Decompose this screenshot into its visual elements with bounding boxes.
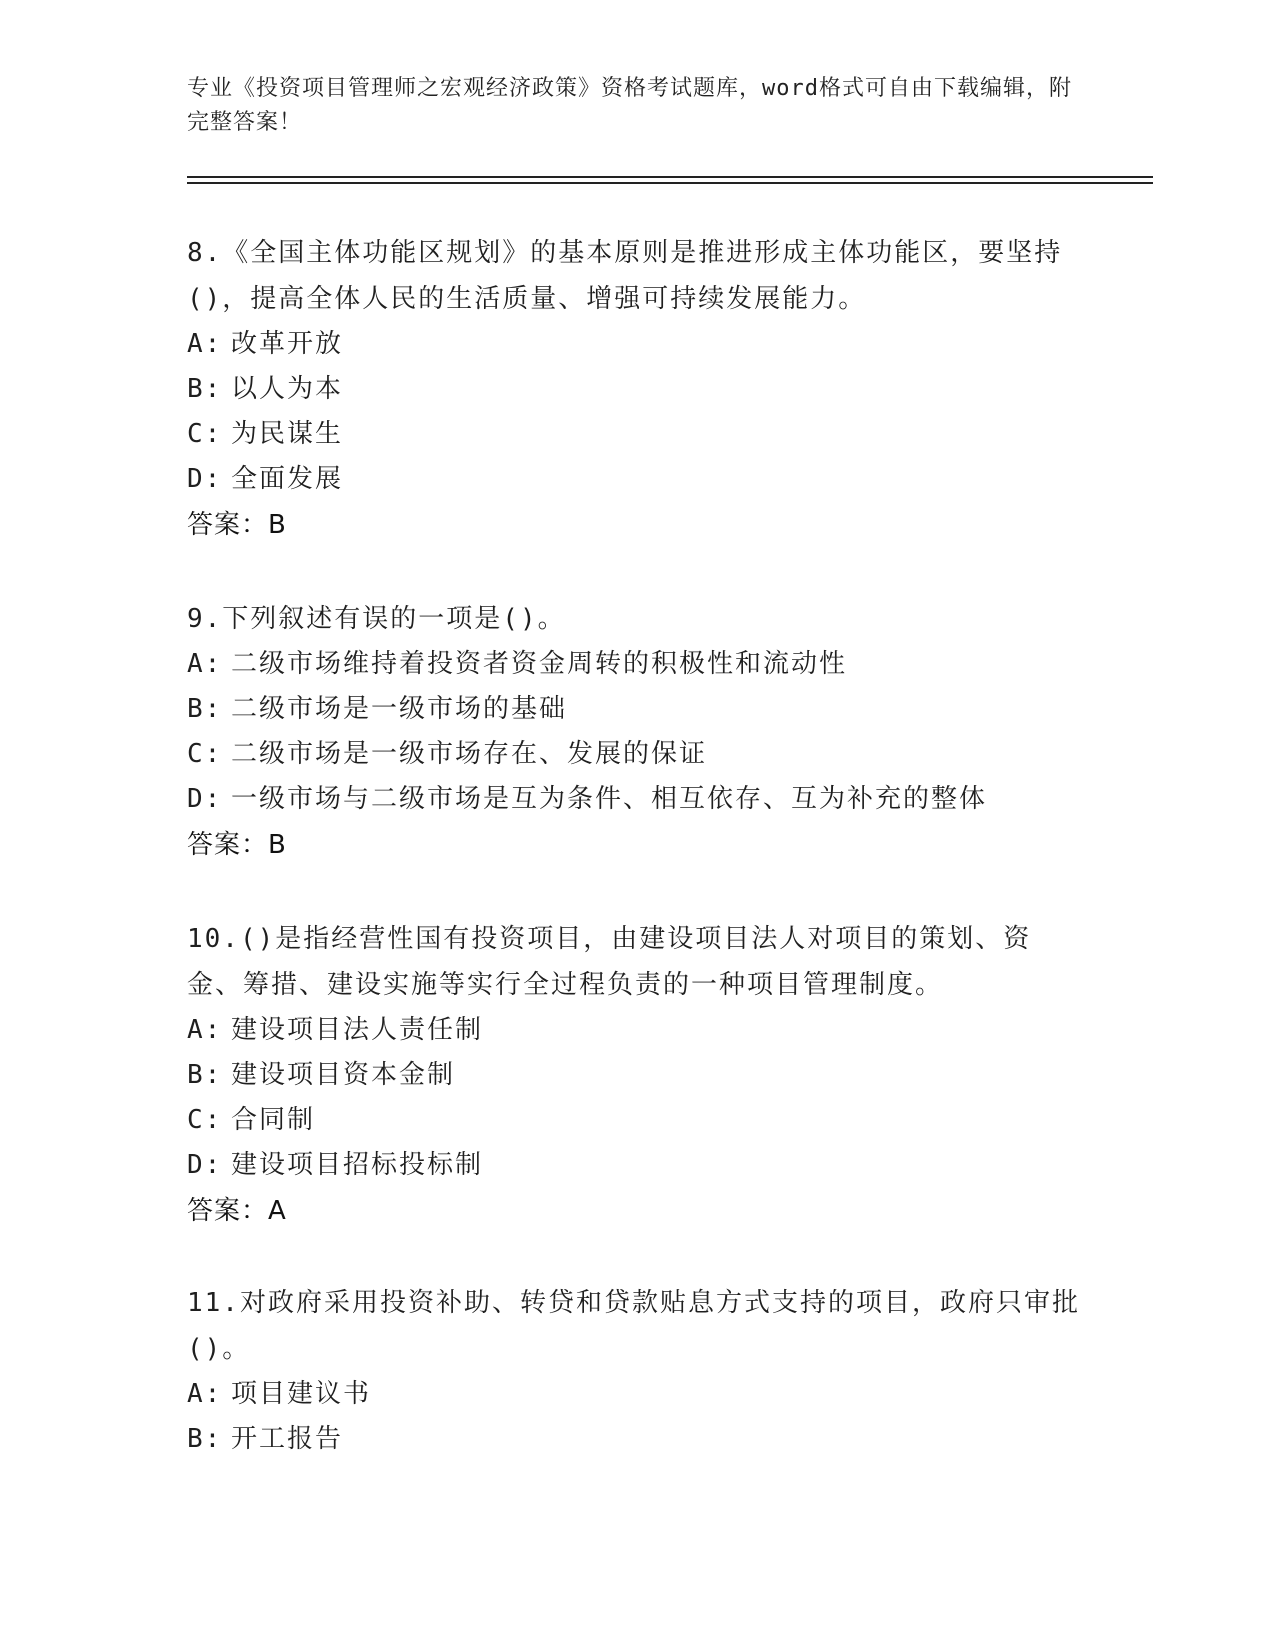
option-text: 改革开放 <box>231 329 344 359</box>
document-header: 专业《投资项目管理师之宏观经济政策》资格考试题库，word格式可自由下载编辑，附完整答案！ <box>187 76 1072 135</box>
question-11 <box>187 1280 1087 1462</box>
option-text: 以人为本 <box>231 374 344 404</box>
option-letter: A: <box>187 1379 223 1409</box>
option-text: 建设项目招标投标制 <box>231 1150 484 1180</box>
option-text: 建设项目资本金制 <box>231 1060 456 1090</box>
question-10 <box>187 916 1087 1234</box>
option-letter: A: <box>187 649 223 679</box>
option-b <box>187 687 1087 732</box>
header-divider-bottom <box>187 182 1153 184</box>
option-letter: D: <box>187 784 223 814</box>
option-letter: D: <box>187 1150 223 1180</box>
option-a <box>187 1008 1087 1053</box>
option-b <box>187 1417 1087 1462</box>
option-letter: C: <box>187 1105 223 1135</box>
option-text: 为民谋生 <box>231 419 344 449</box>
option-c <box>187 412 1087 457</box>
option-text: 项目建议书 <box>231 1379 372 1409</box>
option-text: 二级市场维持着投资者资金周转的积极性和流动性 <box>231 649 848 679</box>
option-letter: B: <box>187 694 223 724</box>
option-letter: C: <box>187 419 223 449</box>
option-d <box>187 1143 1087 1188</box>
answer-line: 答案：B <box>187 830 287 860</box>
option-letter: D: <box>187 464 223 494</box>
option-c <box>187 732 1087 777</box>
option-letter: B: <box>187 1060 223 1090</box>
option-letter: A: <box>187 1015 223 1045</box>
option-c <box>187 1098 1087 1143</box>
option-a <box>187 1372 1087 1417</box>
question-stem: 9.下列叙述有误的一项是()。 <box>187 604 566 634</box>
option-b <box>187 367 1087 412</box>
option-text: 开工报告 <box>231 1424 344 1454</box>
option-letter: B: <box>187 1424 223 1454</box>
option-text: 建设项目法人责任制 <box>231 1015 484 1045</box>
question-stem: 8.《全国主体功能区规划》的基本原则是推进形成主体功能区，要坚持()，提高全体人民的生活质量、增强可持续发展能力。 <box>187 238 1063 314</box>
option-text: 二级市场是一级市场存在、发展的保证 <box>231 739 708 769</box>
option-text: 合同制 <box>231 1105 316 1135</box>
question-stem: 11.对政府采用投资补助、转贷和贷款贴息方式支持的项目，政府只审批()。 <box>187 1288 1080 1364</box>
question-stem: 10.()是指经营性国有投资项目，由建设项目法人对项目的策划、资金、筹措、建设实施等实行全过程负责的一种项目管理制度。 <box>187 924 1032 1000</box>
question-9 <box>187 596 1087 868</box>
option-letter: B: <box>187 374 223 404</box>
option-d <box>187 777 1087 822</box>
option-d <box>187 457 1087 502</box>
option-a <box>187 642 1087 687</box>
option-text: 全面发展 <box>231 464 344 494</box>
option-b <box>187 1053 1087 1098</box>
answer-line: 答案：A <box>187 1196 287 1226</box>
answer-line: 答案：B <box>187 510 287 540</box>
question-8 <box>187 230 1087 548</box>
header-divider-top <box>187 176 1153 178</box>
option-text: 二级市场是一级市场的基础 <box>231 694 568 724</box>
option-text: 一级市场与二级市场是互为条件、相互依存、互为补充的整体 <box>231 784 988 814</box>
option-letter: C: <box>187 739 223 769</box>
option-a <box>187 322 1087 367</box>
option-letter: A: <box>187 329 223 359</box>
